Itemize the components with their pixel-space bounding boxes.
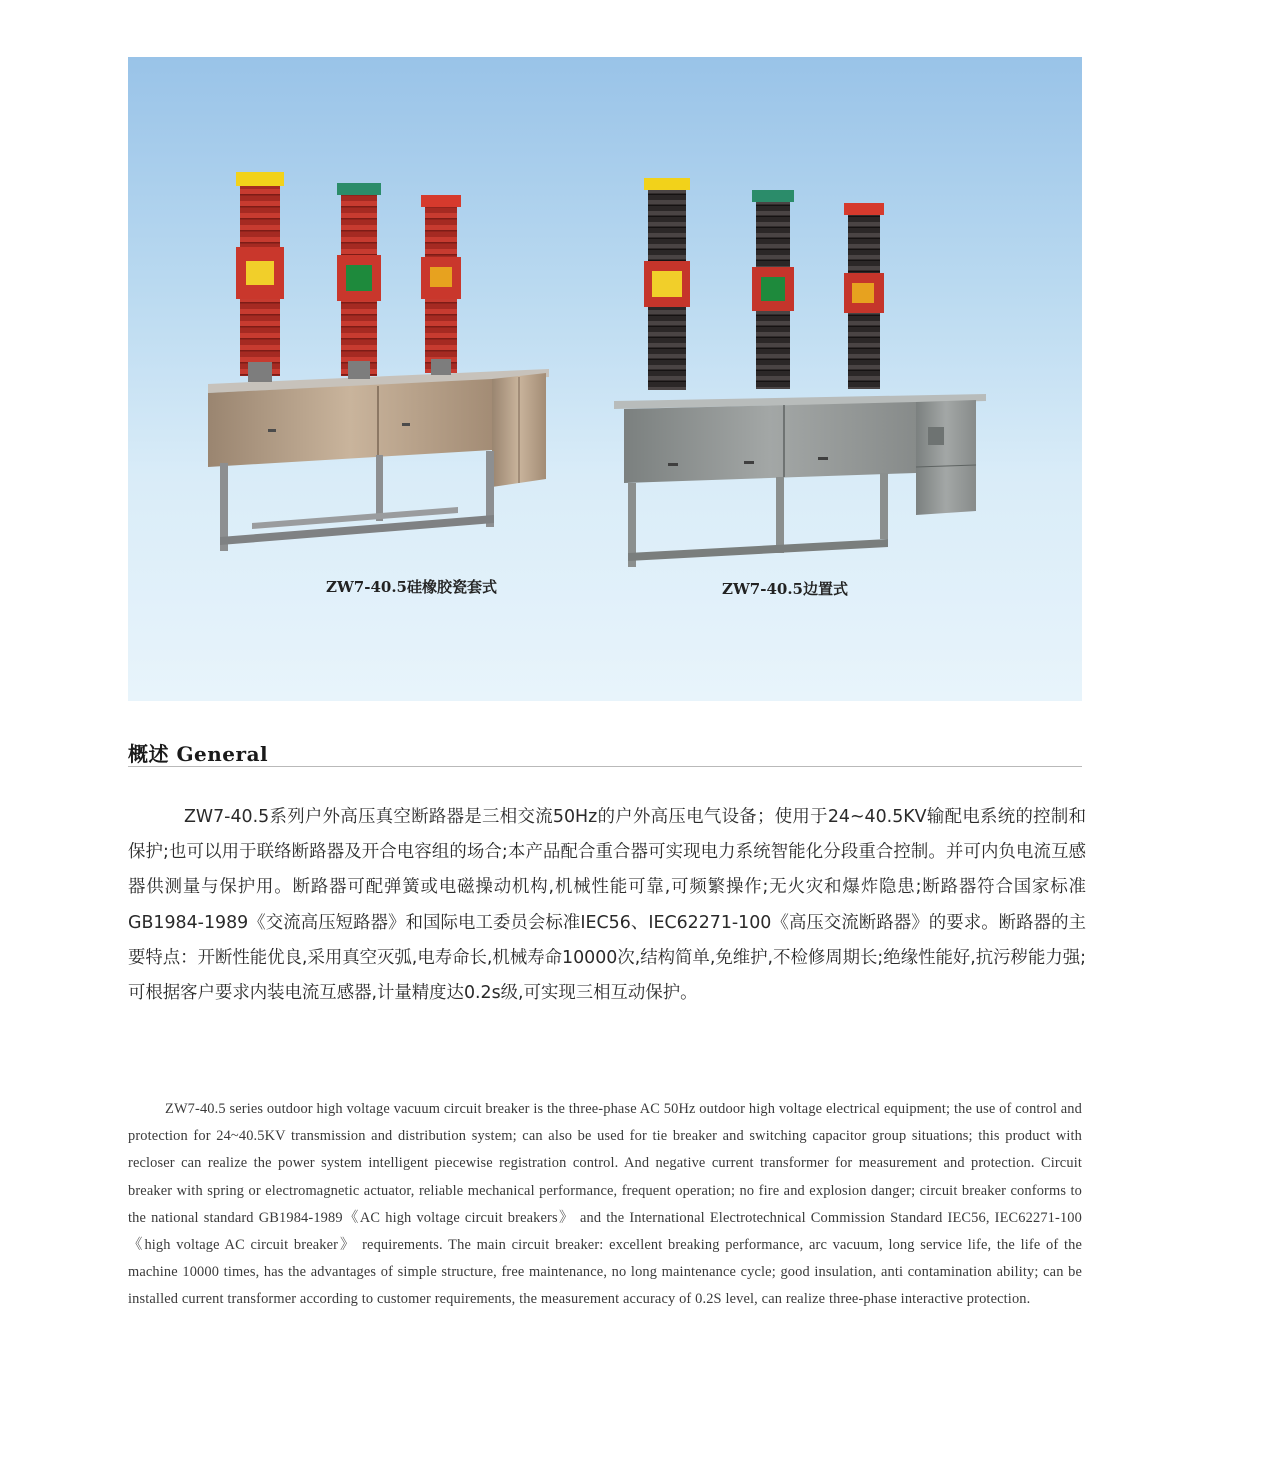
breaker-right-image	[614, 178, 986, 567]
caption-right-product: ZW7-40.5边置式	[722, 580, 848, 598]
section-divider	[128, 766, 1082, 767]
breaker-left-image	[208, 172, 549, 551]
section-title-general: 概述 General	[128, 742, 269, 766]
caption-left-product: ZW7-40.5硅橡胶瓷套式	[326, 578, 497, 596]
product-photo-banner	[128, 57, 1082, 701]
description-english: ZW7-40.5 series outdoor high voltage vacuum circuit breaker is the three-phase AC 50Hz outdoor high voltage electrical equipment; the use of control and protection for 24~40.5KV transmission and distribution system; can also be used for tie breaker and switching capacitor group situations; this product with recloser can realize the power system intelligent piecewise registration control. And negative current transformer for measurement and protection. Circuit breaker with spring or electromagnetic actuator, reliable mechanical performance, frequent operation; no fire and explosion danger; circuit breaker conforms to the national standard GB1984-1989《AC high voltage circuit breakers》 and the International Electrotechnical Commission Standard IEC56, IEC62271-100 《high voltage AC circuit breaker》 requirements. The main circuit breaker: excellent breaking performance, arc vacuum, long service life, the life of the machine 10000 times, has the advantages of simple structure, free maintenance, no long maintenance cycle; good insulation, anti contamination ability; can be installed current transformer according to customer requirements, the measurement accuracy of 0.2S level, can realize three-phase interactive protection.	[128, 1101, 1082, 1308]
product-illustration	[128, 57, 1082, 701]
description-chinese: ZW7-40.5系列户外高压真空断路器是三相交流50Hz的户外高压电气设备；使用于24~40.5KV输配电系统的控制和保护;也可以用于联络断路器及开合电容组的场合;本产品配合重合器可实现电力系统智能化分段重合控制。并可内负电流互感器供测量与保护用。断路器可配弹簧或电磁操动机构,机械性能可靠,可频繁操作;无火灾和爆炸隐患;断路器符合国家标准GB1984-1989《交流高压短路器》和国际电工委员会标准IEC56、IEC62271-100《高压交流断路器》的要求。断路器的主要特点：开断性能优良,采用真空灭弧,电寿命长,机械寿命10000次,结构简单,免维护,不检修周期长;绝缘性能好,抗污秽能力强;可根据客户要求内装电流互感器,计量精度达0.2s级,可实现三相互动保护。	[128, 807, 1086, 1004]
